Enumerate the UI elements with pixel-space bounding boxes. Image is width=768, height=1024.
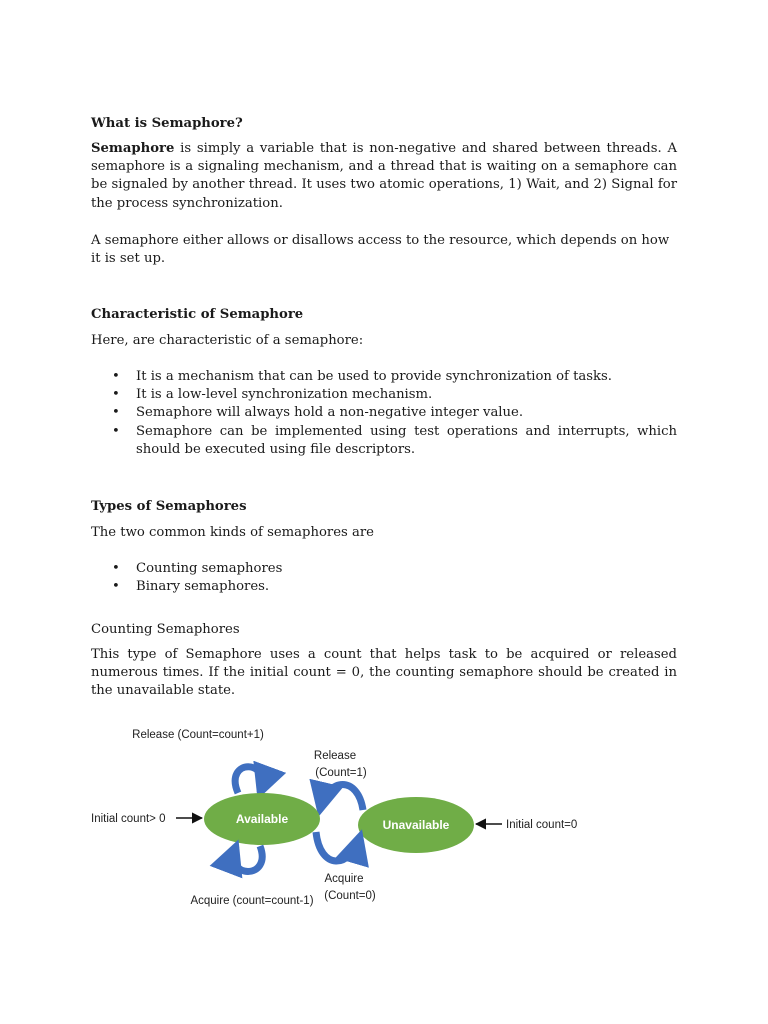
bullet-icon: • [112, 387, 120, 403]
bullet-icon: • [112, 369, 120, 384]
heading-characteristic: Characteristic of Semaphore [91, 307, 304, 322]
label-acquire-mid-2: (Count=0) [324, 890, 376, 902]
loop-arrow-acquire-self [234, 846, 262, 872]
definition-text: is simply a variable that is non-negative and shared between threads. A semaphore is a signaling mechanism, and a thread that is waiting on a semaphore can be signaled by another thread. It uses two atomic operations, 1) Wait, and 2) Signal for the process synchronization. [91, 141, 677, 211]
subheading-counting: Counting Semaphores [91, 622, 240, 637]
label-acquire-mid-1: Acquire [324, 873, 364, 885]
bullet-icon: • [112, 423, 120, 439]
label-release-mid-2: (Count=1) [315, 767, 367, 779]
paragraph-definition [91, 140, 677, 213]
list-item: • Semaphore will always hold a non-negative integer value. [91, 404, 677, 422]
types-list [91, 560, 677, 596]
list-item: • Counting semaphores [91, 560, 677, 578]
paragraph-counting: This type of Semaphore uses a count that helps task to be acquired or released numerous times. If the initial count = 0, the counting semaphore should be created in the unavailable state. [91, 647, 677, 699]
term-semaphore: Semaphore [91, 141, 175, 156]
label-initial-right: Initial count=0 [506, 819, 578, 831]
heading-types: Types of Semaphores [91, 499, 247, 514]
list-item: • Semaphore can be implemented using test operations and interrupts, which should be executed using file descriptors. [112, 423, 677, 457]
list-item: • It is a low-level synchronization mechanism. [91, 386, 677, 404]
semaphore-state-diagram [88, 718, 608, 918]
loop-arrow-release-self [235, 767, 262, 793]
arrow-release-to-available [320, 785, 363, 811]
state-available-label: Available [235, 812, 289, 826]
list-item: • Binary semaphores. [91, 578, 677, 596]
bullet-icon: • [112, 579, 120, 595]
label-initial-left: Initial count> 0 [91, 813, 166, 825]
bullet-icon: • [112, 405, 120, 421]
label-acquire-bottom: Acquire (count=count-1) [190, 895, 314, 907]
heading-what-is-semaphore: What is Semaphore? [91, 116, 243, 131]
state-unavailable-label: Unavailable [382, 818, 450, 832]
paragraph-access: A semaphore either allows or disallows access to the resource, which depends on how it is set up. [91, 233, 670, 267]
bullet-icon: • [112, 561, 120, 576]
characteristic-intro: Here, are characteristic of a semaphore: [91, 333, 364, 348]
arrow-acquire-to-unavailable [316, 832, 360, 861]
list-item: • It is a mechanism that can be used to provide synchronization of tasks. [91, 368, 677, 386]
label-release-mid-1: Release [313, 750, 357, 762]
characteristic-list [91, 368, 677, 459]
types-intro: The two common kinds of semaphores are [91, 525, 374, 540]
label-release-top: Release (Count=count+1) [132, 729, 264, 741]
